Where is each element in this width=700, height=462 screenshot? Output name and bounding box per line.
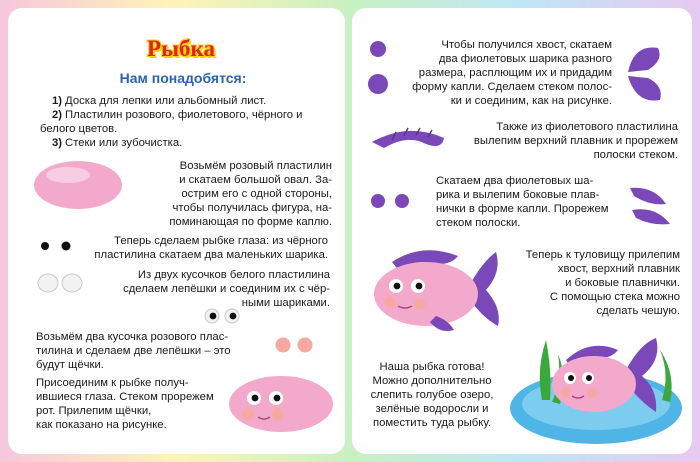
small-purple-balls-illustration (370, 191, 414, 215)
step-9-text: Теперь к туловищу прилепим хвост, верхний плавник и боковые плавнички. С помощью стека можно сделать чешую. (525, 249, 680, 317)
step-5-text: Присоединим к рыбке получ- ившиеся глаза. Стеком прорежем рот. Прилепим щёчки, как показано на рисунке. (36, 377, 214, 431)
step-4-text: Возьмём два кусочка розового плас- тилина и сделаем две лепёшки – это будут щёчки. (36, 331, 231, 371)
list-item: 3) Стеки или зубочистка. (52, 137, 183, 149)
side-fins-illustration (626, 182, 674, 230)
assembled-fish-illustration (362, 242, 512, 342)
step-8-text: Скатаем два фиолетовых ша- рика и вылепим боковые плав- нички в форме капли. Прорежем стеком полоски. (436, 175, 609, 229)
list-item: белого цветов. (40, 123, 118, 135)
left-page (8, 8, 345, 454)
step-10-text: Наша рыбка готова! Можно дополнительно слепить голубое озеро, зелёные водоросли и поместить туда рыбку. (370, 361, 494, 429)
fish-face-illustration (226, 370, 336, 440)
step-2-text: Теперь сделаем рыбке глаза: из чёрного пластилина скатаем два маленьких шарика. (94, 235, 328, 261)
list-item: 1) Доска для лепки или альбомный лист. (52, 95, 267, 107)
list-item: 2) Пластилин розового, фиолетового, чёрного и (52, 109, 303, 121)
pink-body-illustration (30, 158, 140, 218)
step-6-text: Чтобы получился хвост, скатаем два фиолетовых шарика разного размера, расплющим их и придадим форму капли. Сделаем стеком полос- ки и соединим, как на рисунке. (412, 39, 612, 107)
step-3-text: Из двух кусочков белого пластилина сделаем лепёшки и соединим их с чёр- ными шариками. (123, 269, 330, 309)
page-title: Рыбка (147, 36, 215, 61)
eyes-illustration (204, 308, 244, 326)
materials-heading: Нам понадобятся: (119, 70, 247, 86)
black-balls-illustration (38, 239, 88, 255)
step-7-text: Также из фиолетового пластилина вылепим верхний плавник и прорежем полоски стеком. (473, 121, 678, 161)
step-1-text: Возьмём розовый пластилин и скатаем большой овал. За- острим его с одной стороны, чтобы получилась фигура, на- поминающая по форме каплю. (169, 160, 332, 228)
final-fish-lake-illustration (506, 330, 690, 450)
cheeks-illustration (274, 336, 324, 356)
white-flats-illustration (38, 272, 98, 296)
tail-illustration (624, 42, 666, 108)
right-page (352, 8, 692, 454)
dorsal-fin-illustration (368, 120, 448, 154)
